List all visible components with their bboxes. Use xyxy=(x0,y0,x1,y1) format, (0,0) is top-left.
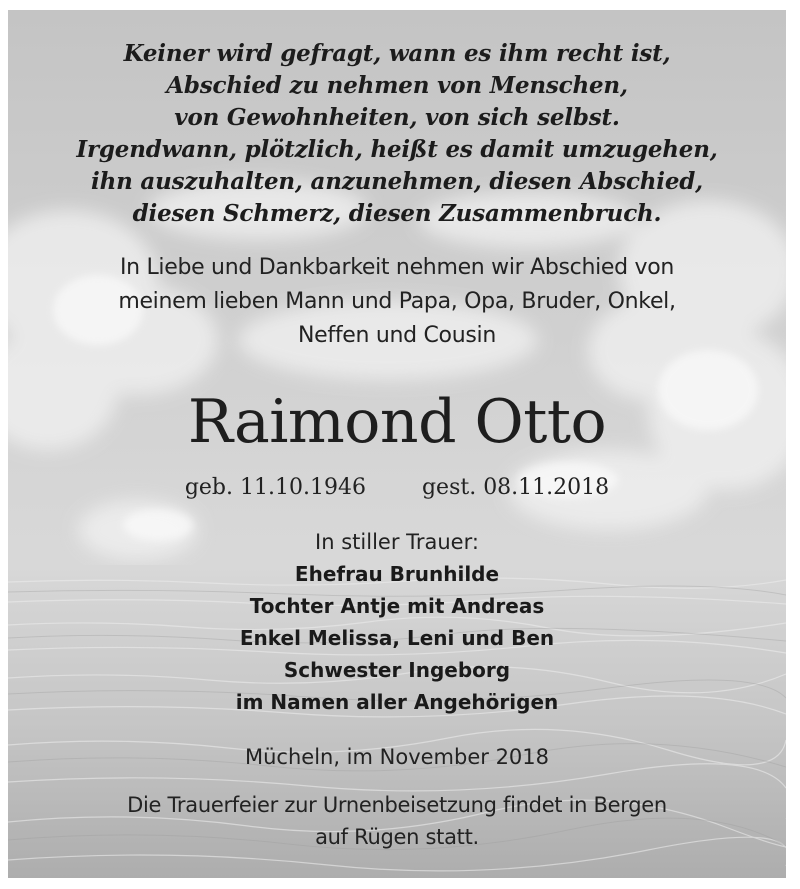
birth-date: geb. 11.10.1946 xyxy=(184,475,366,500)
obituary-frame xyxy=(8,10,786,878)
ceremony-notice-line: Die Trauerfeier zur Urnenbeisetzung findet in Bergen xyxy=(127,793,667,817)
poem-line: Abschied zu nehmen von Menschen, xyxy=(166,72,628,99)
place-and-date: Mücheln, im November 2018 xyxy=(244,745,550,769)
life-dates xyxy=(8,477,786,499)
mourners-heading: In stiller Trauer: xyxy=(315,530,479,554)
intro-line: meinem lieben Mann und Papa, Opa, Bruder, Onkel, xyxy=(118,289,676,314)
mourner-item: Schwester Ingeborg xyxy=(283,658,511,682)
obituary-content xyxy=(8,10,786,878)
ceremony-notice-line: auf Rügen statt. xyxy=(315,825,479,849)
mourner-item: im Namen aller Angehörigen xyxy=(235,690,559,714)
poem-line: diesen Schmerz, diesen Zusammenbruch. xyxy=(132,200,662,227)
intro-line: Neffen und Cousin xyxy=(298,323,496,348)
poem-line: Keiner wird gefragt, wann es ihm recht ist, xyxy=(123,40,671,67)
mourner-item: Enkel Melissa, Leni und Ben xyxy=(239,626,555,650)
death-date: gest. 08.11.2018 xyxy=(421,475,610,500)
mourner-item: Tochter Antje mit Andreas xyxy=(249,594,545,618)
mourner-item: Ehefrau Brunhilde xyxy=(294,562,500,586)
poem-line: Irgendwann, plötzlich, heißt es damit umzugehen, xyxy=(76,136,718,163)
intro-line: In Liebe und Dankbarkeit nehmen wir Abschied von xyxy=(119,255,675,280)
poem-line: von Gewohnheiten, von sich selbst. xyxy=(174,104,620,131)
poem-line: ihn auszuhalten, anzunehmen, diesen Abschied, xyxy=(91,168,703,195)
deceased-name: Raimond Otto xyxy=(187,387,607,457)
